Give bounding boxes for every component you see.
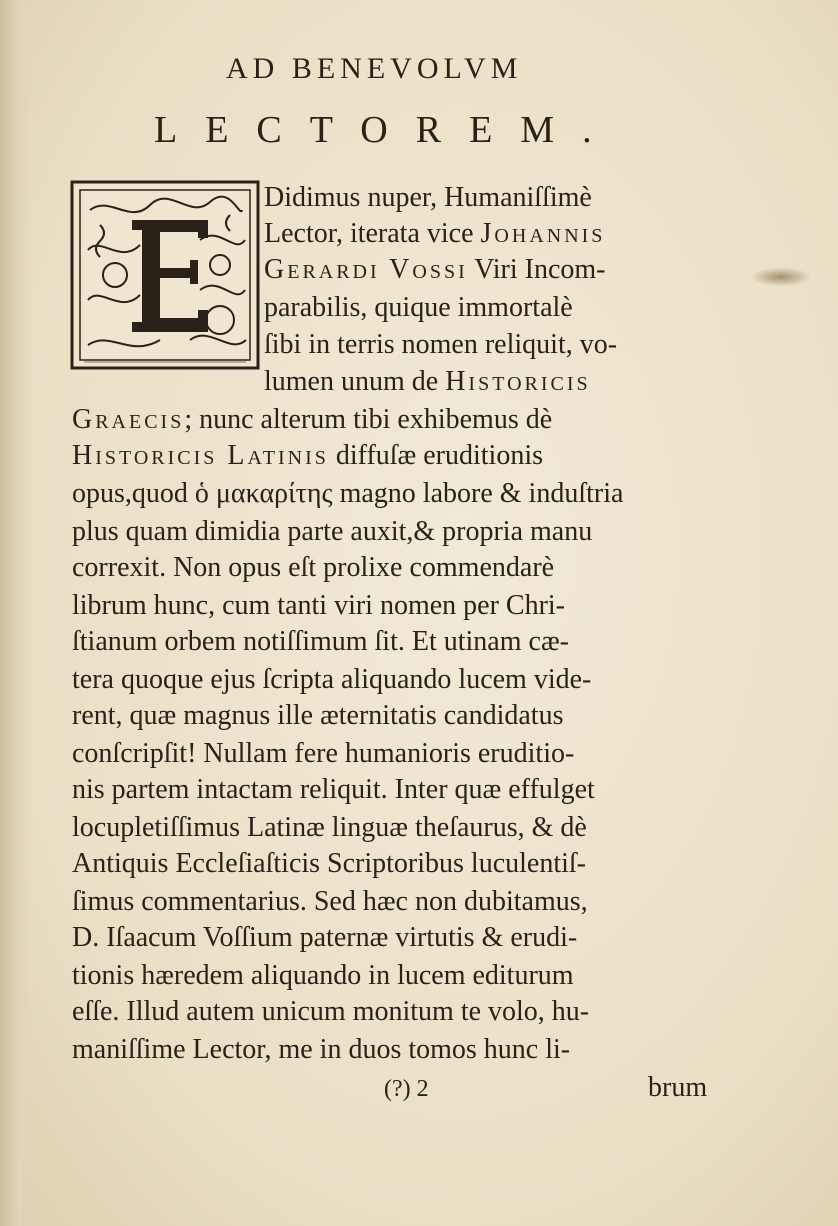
text-line — [72, 810, 716, 846]
text-line-pre: Lector, iterata vice — [264, 218, 481, 249]
text-line-pre: tera quoque ejus ſcripta aliquando lucem vide- — [72, 664, 592, 695]
text-line-post: Viri Incom- — [467, 254, 606, 285]
text-line-pre: D. Iſaacum Voſſium paternæ virtutis & erudi- — [72, 922, 578, 953]
text-line — [72, 958, 716, 994]
text-line-pre: nis partem intactam reliquit. Inter quæ effulget — [72, 774, 595, 805]
text-line — [264, 290, 716, 326]
text-line-pre: ſtianum orbem notiſſimum ſit. Et utinam cæ- — [72, 626, 569, 657]
page-gutter-shadow — [0, 0, 32, 1226]
text-line-pre: opus,quod ὁ μακαρίτης magno labore & induſtria — [72, 478, 624, 509]
text-line — [264, 216, 716, 252]
heading-line-2: LECTOREM. — [154, 109, 620, 151]
text-line-sc: Historicis Latinis — [72, 440, 329, 471]
text-line-pre: conſcripſit! Nullam fere humanioris eruditio- — [72, 738, 575, 769]
text-line — [72, 550, 716, 586]
text-line — [264, 252, 716, 288]
text-line — [72, 662, 716, 698]
text-line — [72, 772, 716, 808]
text-line — [72, 514, 716, 550]
text-line-pre: rent, quæ magnus ille æternitatis candidatus — [72, 700, 564, 731]
text-line-pre: ſimus commentarius. Sed hæc non dubitamus, — [72, 886, 588, 917]
text-line — [72, 920, 716, 956]
text-line — [72, 698, 716, 734]
text-line-pre: locupletiſſimus Latinæ linguæ theſaurus, & dè — [72, 812, 587, 843]
text-line-pre: ſibi in terris nomen reliquit, vo- — [264, 329, 618, 360]
signature-mark: (?) 2 — [384, 1076, 429, 1102]
text-line-sc: Johannis — [480, 218, 606, 249]
text-line-pre: eſſe. Illud autem unicum monitum te volo, hu- — [72, 996, 590, 1027]
ink-stain — [752, 268, 810, 286]
text-line-pre: librum hunc, cum tanti viri nomen per Chri- — [72, 590, 566, 621]
text-line — [72, 1032, 716, 1068]
text-line — [264, 364, 716, 400]
text-line-pre: maniſſime Lector, me in duos tomos hunc li- — [72, 1034, 571, 1065]
text-line-pre: tionis hæredem aliquando in lucem editurum — [72, 960, 574, 991]
text-line-post: diffuſæ eruditionis — [328, 440, 544, 471]
text-line — [72, 736, 716, 772]
text-line — [72, 846, 716, 882]
text-line — [72, 624, 716, 660]
text-line-pre: plus quam dimidia parte auxit,& propria manu — [72, 516, 593, 547]
text-line-pre: lumen unum de — [264, 366, 446, 397]
catchword: brum — [648, 1072, 708, 1103]
text-line — [72, 476, 716, 512]
text-line — [72, 588, 716, 624]
text-line-pre: parabilis, quique immortalè — [264, 292, 573, 323]
text-line — [72, 438, 716, 474]
text-line — [264, 180, 716, 216]
text-line-pre: correxit. Non opus eſt prolixe commendarè — [72, 552, 555, 583]
text-line-pre: Didimus nuper, Humaniſſimè — [264, 182, 592, 213]
text-line-sc: Historicis — [445, 366, 591, 397]
decorated-initial-icon — [70, 180, 260, 370]
text-line-post: ; nunc alterum tibi exhibemus dè — [184, 404, 553, 435]
text-line-pre: Antiquis Eccleſiaſticis Scriptoribus luculentiſ- — [72, 848, 587, 879]
text-line — [72, 884, 716, 920]
text-line-sc: Graecis — [72, 404, 185, 435]
heading-line-1: AD BENEVOLVM — [226, 52, 523, 85]
text-line-sc: Gerardi Vossi — [264, 254, 468, 285]
text-line — [264, 327, 716, 363]
text-line — [72, 402, 716, 438]
text-line — [72, 994, 716, 1030]
